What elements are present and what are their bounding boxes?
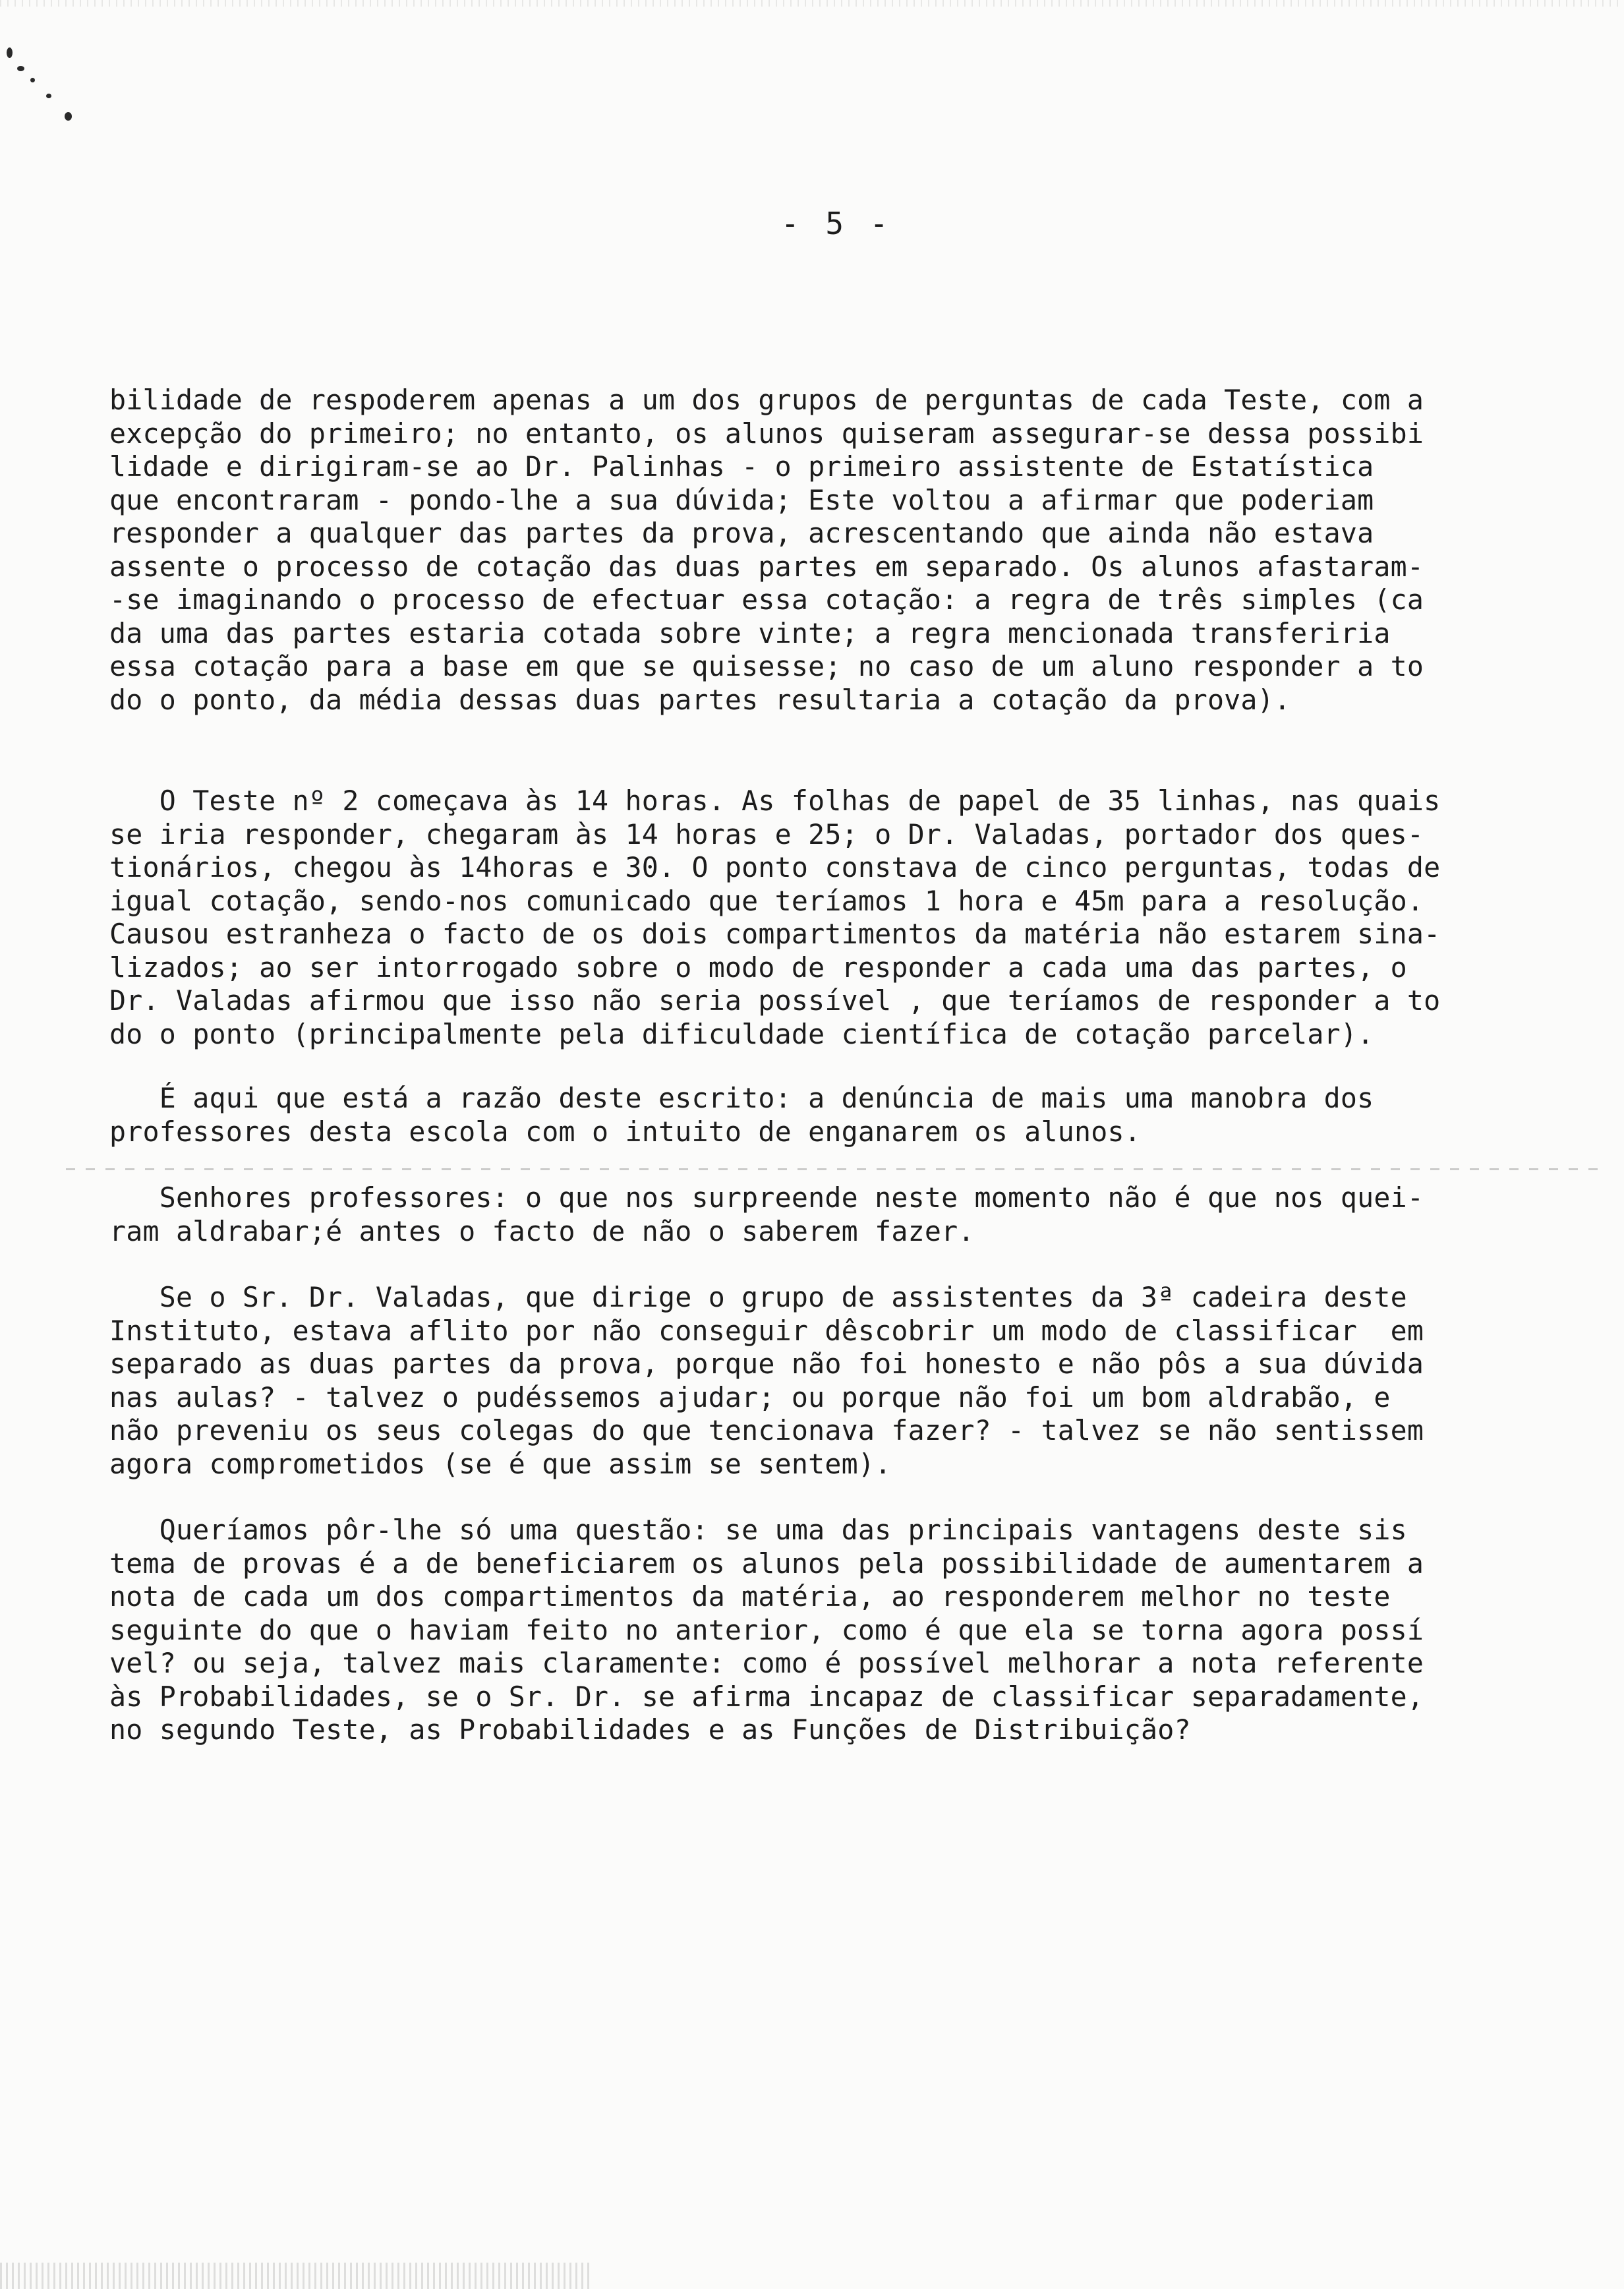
page-number: - 5 -: [781, 206, 892, 241]
paragraph-2: [109, 785, 1546, 1051]
text-line: Instituto, estava aflito por não conseguir dêscobrir um modo de classificar em: [109, 1314, 1424, 1347]
text-line: agora comprometidos (se é que assim se sentem).: [109, 1447, 892, 1480]
paragraph-5: [109, 1281, 1546, 1481]
text-line: igual cotação, sendo-nos comunicado que teríamos 1 hora e 45m para a resolução.: [109, 884, 1424, 917]
text-line: se iria responder, chegaram às 14 horas e 25; o Dr. Valadas, portador dos ques-: [109, 818, 1424, 850]
text-line: tema de provas é a de beneficiarem os alunos pela possibilidade de aumentarem a: [109, 1547, 1424, 1580]
paragraph-3: [109, 1082, 1546, 1148]
text-line: da uma das partes estaria cotada sobre vinte; a regra mencionada transferiria: [109, 616, 1391, 649]
text-line: no segundo Teste, as Probabilidades e as Funções de Distribuição?: [109, 1713, 1191, 1746]
scan-edge-noise: [0, 2263, 593, 2289]
text-line: tionários, chegou às 14horas e 30. O ponto constava de cinco perguntas, todas de: [109, 851, 1441, 883]
text-line: excepção do primeiro; no entanto, os alunos quiseram assegurar-se dessa possibi: [109, 417, 1424, 450]
text-line: essa cotação para a base em que se quisesse; no caso de um aluno responder a to: [109, 650, 1424, 682]
text-line: às Probabilidades, se o Sr. Dr. se afirma incapaz de classificar separadamente,: [109, 1680, 1424, 1713]
text-line: do o ponto, da média dessas duas partes resultaria a cotação da prova).: [109, 683, 1291, 716]
text-line: O Teste nº 2 começava às 14 horas. As folhas de papel de 35 linhas, nas quais: [109, 785, 1441, 817]
text-line: Se o Sr. Dr. Valadas, que dirige o grupo de assistentes da 3ª cadeira deste: [109, 1281, 1407, 1313]
paragraph-4: [109, 1181, 1546, 1248]
text-line: do o ponto (principalmente pela dificuldade científica de cotação parcelar).: [109, 1017, 1374, 1050]
text-line: bilidade de respoderem apenas a um dos grupos de perguntas de cada Teste, com a: [109, 384, 1424, 416]
text-line: separado as duas partes da prova, porque não foi honesto e não pôs a sua dúvida: [109, 1348, 1424, 1380]
text-line: -se imaginando o processo de efectuar essa cotação: a regra de três simples (ca: [109, 583, 1424, 616]
text-line: lidade e dirigiram-se ao Dr. Palinhas - o primeiro assistente de Estatística: [109, 450, 1374, 483]
text-line: É aqui que está a razão deste escrito: a denúncia de mais uma manobra dos: [109, 1082, 1374, 1114]
text-line: que encontraram - pondo-lhe a sua dúvida; Este voltou a afirmar que poderiam: [109, 483, 1374, 516]
text-line: não preveniu os seus colegas do que tencionava fazer? - talvez se não sentissem: [109, 1414, 1424, 1446]
text-line: Dr. Valadas afirmou que isso não seria possível , que teríamos de responder a to: [109, 984, 1441, 1017]
text-line: nota de cada um dos compartimentos da matéria, ao responderem melhor no teste: [109, 1580, 1391, 1613]
text-line: Senhores professores: o que nos surpreende neste momento não é que nos quei-: [109, 1181, 1424, 1214]
text-line: Causou estranheza o facto de os dois compartimentos da matéria não estarem sina-: [109, 918, 1441, 950]
text-line: seguinte do que o haviam feito no anterior, como é que ela se torna agora possí: [109, 1613, 1424, 1646]
text-line: professores desta escola com o intuito de enganarem os alunos.: [109, 1115, 1141, 1148]
paragraph-1: [109, 384, 1546, 717]
text-line: assente o processo de cotação das duas partes em separado. Os alunos afastaram-: [109, 550, 1424, 583]
scan-edge-noise: [0, 0, 1624, 7]
text-line: lizados; ao ser intorrogado sobre o modo de responder a cada uma das partes, o: [109, 951, 1407, 984]
paragraph-6: [109, 1514, 1546, 1747]
text-line: nas aulas? - talvez o pudéssemos ajudar; ou porque não foi um bom aldrabão, e: [109, 1381, 1391, 1413]
text-line: vel? ou seja, talvez mais claramente: como é possível melhorar a nota referente: [109, 1647, 1424, 1679]
text-line: responder a qualquer das partes da prova, acrescentando que ainda não estava: [109, 517, 1374, 549]
text-line: Queríamos pôr-lhe só uma questão: se uma das principais vantagens deste sis: [109, 1514, 1407, 1546]
text-line: ram aldrabar;é antes o facto de não o saberem fazer.: [109, 1214, 975, 1247]
scan-smudge-line: [66, 1168, 1608, 1170]
